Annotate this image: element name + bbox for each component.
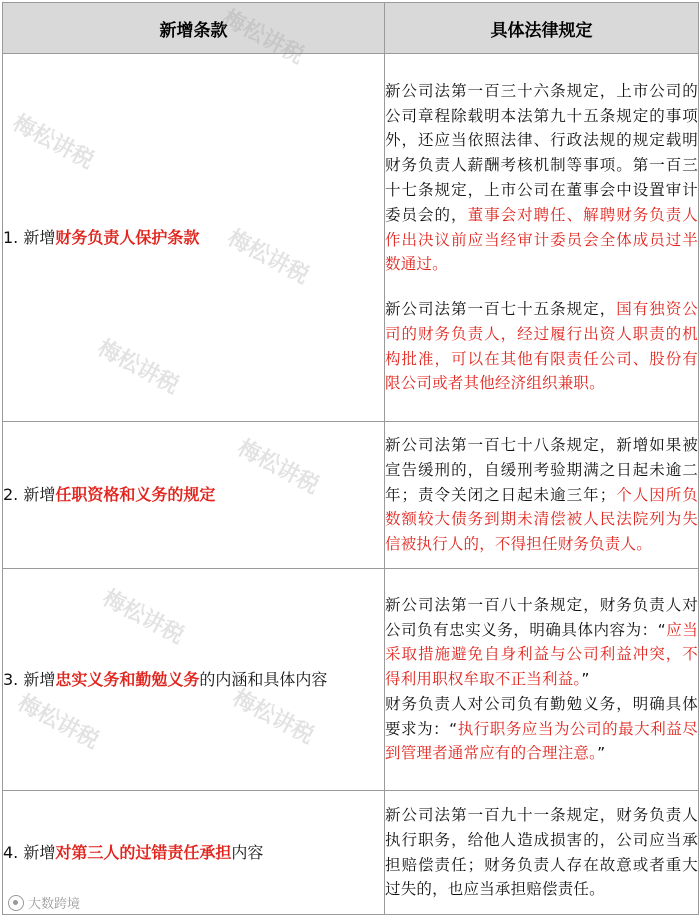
- clause-prefix: 3. 新增: [3, 669, 56, 689]
- header-row: [3, 3, 699, 54]
- header-new-clause: 新增条款: [3, 3, 385, 54]
- law-table: [2, 2, 699, 915]
- provision-text: 新公司法第一百九十一条规定，财务负责人执行职务，给他人造成损害的，公司应当承担赔偿责任；财务负责人存在故意或者重大过失的，也应当承担赔偿责任。: [385, 805, 698, 899]
- clause-cell: [3, 422, 385, 569]
- provision-text: 新公司法第一百三十六条规定，上市公司的公司章程除载明本法第九十五条规定的事项外，还应当依照法律、行政法规的规定载明财务负责人薪酬考核机制等事项。第一百三十七条规定，上市公司在董事会中设置审计委员会的，: [385, 81, 698, 224]
- provision-text: 新公司法第一百八十条规定，财务负责人对公司负有忠实义务，明确具体内容为：“: [385, 595, 698, 639]
- provision-cell: [385, 569, 699, 791]
- clause-suffix: 内容: [231, 842, 264, 862]
- clause-cell: [3, 54, 385, 422]
- provision-highlight: 执行职务应当为公司的最大利益尽到管理者通常应有的合理注意。: [385, 719, 698, 763]
- provision-cell: [385, 791, 699, 915]
- provision-paragraph: [385, 79, 698, 277]
- table-row: [3, 422, 699, 569]
- brand-logo-icon: [8, 895, 24, 911]
- watermark: 梅松讲税: [233, 434, 324, 499]
- provision-paragraph: [385, 593, 698, 692]
- provision-text: 新公司法第一百七十五条规定，: [385, 300, 617, 319]
- provision-cell: [385, 54, 699, 422]
- footer-logo: [8, 893, 80, 912]
- provision-highlight: 董事会对聘任、解聘财务负责人作出决议前应当经审计委员会全体成员过半数通过。: [385, 205, 698, 274]
- provision-cell: [385, 422, 699, 569]
- provision-highlight: 应当采取措施避免自身利益与公司利益冲突，不得利用职权牟取不正当利益。: [385, 620, 698, 689]
- clause-prefix: 1. 新增: [3, 227, 56, 247]
- header-legal-provision: 具体法律规定: [385, 3, 699, 54]
- clause-prefix: 2. 新增: [3, 485, 56, 504]
- watermark: 梅松讲税: [8, 109, 99, 174]
- footer-brand: 大数跨境: [28, 897, 81, 912]
- provision-text: 财务负责人对公司负有勤勉义务，明确具体要求为：“: [385, 694, 698, 738]
- provision-paragraph: [385, 803, 698, 902]
- clause-highlight: 忠实义务和勤勉义务: [55, 669, 200, 689]
- table-row: [3, 54, 699, 422]
- table-row: [3, 569, 699, 791]
- provision-highlight: 个人因所负数额较大债务到期未清偿被人民法院列为失信被执行人的，不得担任财务负责人。: [385, 485, 698, 554]
- provision-paragraph: [385, 692, 698, 766]
- clause-highlight: 任职资格和义务的规定: [55, 485, 216, 504]
- watermark: 梅松讲税: [13, 689, 104, 754]
- provision-paragraph: [385, 433, 698, 557]
- provision-text-end: ”: [581, 670, 590, 689]
- clause-highlight: 对第三人的过错责任承担: [55, 842, 232, 862]
- watermark: 梅松讲税: [223, 224, 314, 289]
- watermark: 梅松讲税: [228, 684, 319, 749]
- provision-text-end: ”: [597, 744, 606, 763]
- provision-text: 新公司法第一百七十八条规定，新增如果被宣告缓刑的，自缓刑考验期满之日起未逾二年；责令关闭之日起未逾三年；: [385, 436, 698, 504]
- clause-prefix: 4. 新增: [3, 842, 56, 862]
- clause-cell: [3, 569, 385, 791]
- provision-paragraph: [385, 297, 698, 396]
- clause-suffix: 的内涵和具体内容: [199, 669, 328, 689]
- watermark: 梅松讲税: [98, 584, 189, 649]
- table-row: [3, 791, 699, 915]
- provision-highlight: 国有独资公司的财务负责人，经过履行出资人职责的机构批准，可以在其他有限责任公司、股份有限公司或者其他经济组织兼职。: [385, 300, 698, 393]
- watermark: 梅松讲税: [93, 334, 184, 399]
- clause-highlight: 财务负责人保护条款: [55, 227, 200, 247]
- watermark: 梅松讲税: [218, 4, 309, 69]
